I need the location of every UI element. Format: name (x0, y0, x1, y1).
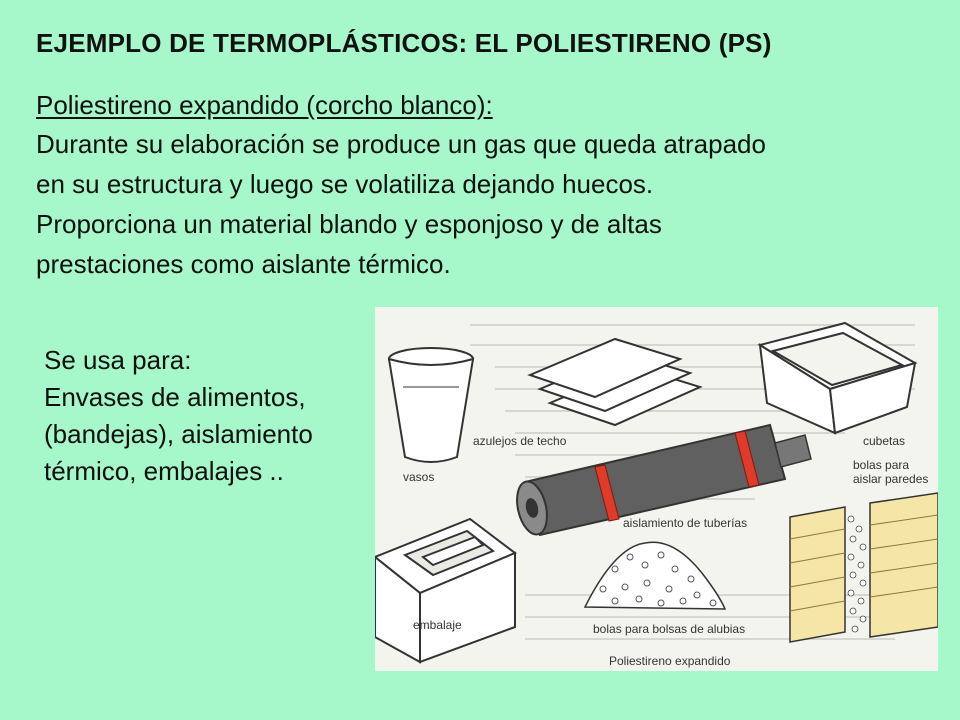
label-cubetas: cubetas (863, 434, 906, 448)
uses-line: térmico, embalajes .. (44, 456, 284, 486)
label-bolas-paredes-2: aislar paredes (853, 472, 929, 486)
label-bolas-paredes-1: bolas para (853, 458, 910, 472)
uses-list (44, 342, 313, 490)
label-vasos: vasos (403, 470, 435, 484)
label-tuberias: aislamiento de tuberías (623, 516, 748, 530)
figure-caption: Poliestireno expandido (609, 654, 731, 668)
description-paragraph (36, 124, 946, 284)
wall-section-drawing (790, 493, 938, 642)
bead-pile-drawing (585, 542, 725, 609)
polystyrene-illustration (375, 307, 938, 671)
uses-line: Se usa para: (44, 345, 192, 375)
packaging-drawing (375, 519, 515, 662)
label-alubias: bolas para bolsas de alubias (593, 622, 746, 636)
section-heading: Poliestireno expandido (corcho blanco): (36, 90, 493, 120)
cup-drawing (389, 348, 473, 462)
uses-line: Envases de alimentos, (44, 382, 306, 412)
tray-drawing (760, 323, 915, 433)
ceiling-tiles-drawing (530, 339, 700, 425)
uses-line: (bandejas), aislamiento (44, 419, 313, 449)
label-embalaje: embalaje (413, 618, 462, 632)
label-azulejos: azulejos de techo (473, 434, 567, 448)
paragraph-line: en su estructura y luego se volatiliza dejando huecos. (36, 169, 654, 199)
slide-title: EJEMPLO DE TERMOPLÁSTICOS: EL POLIESTIRENO (PS) (36, 28, 772, 58)
paragraph-line: Proporciona un material blando y esponjoso y de altas (36, 209, 662, 239)
paragraph-line: Durante su elaboración se produce un gas que queda atrapado (36, 129, 766, 159)
illustration-svg (375, 307, 938, 671)
paragraph-line: prestaciones como aislante térmico. (36, 249, 451, 279)
